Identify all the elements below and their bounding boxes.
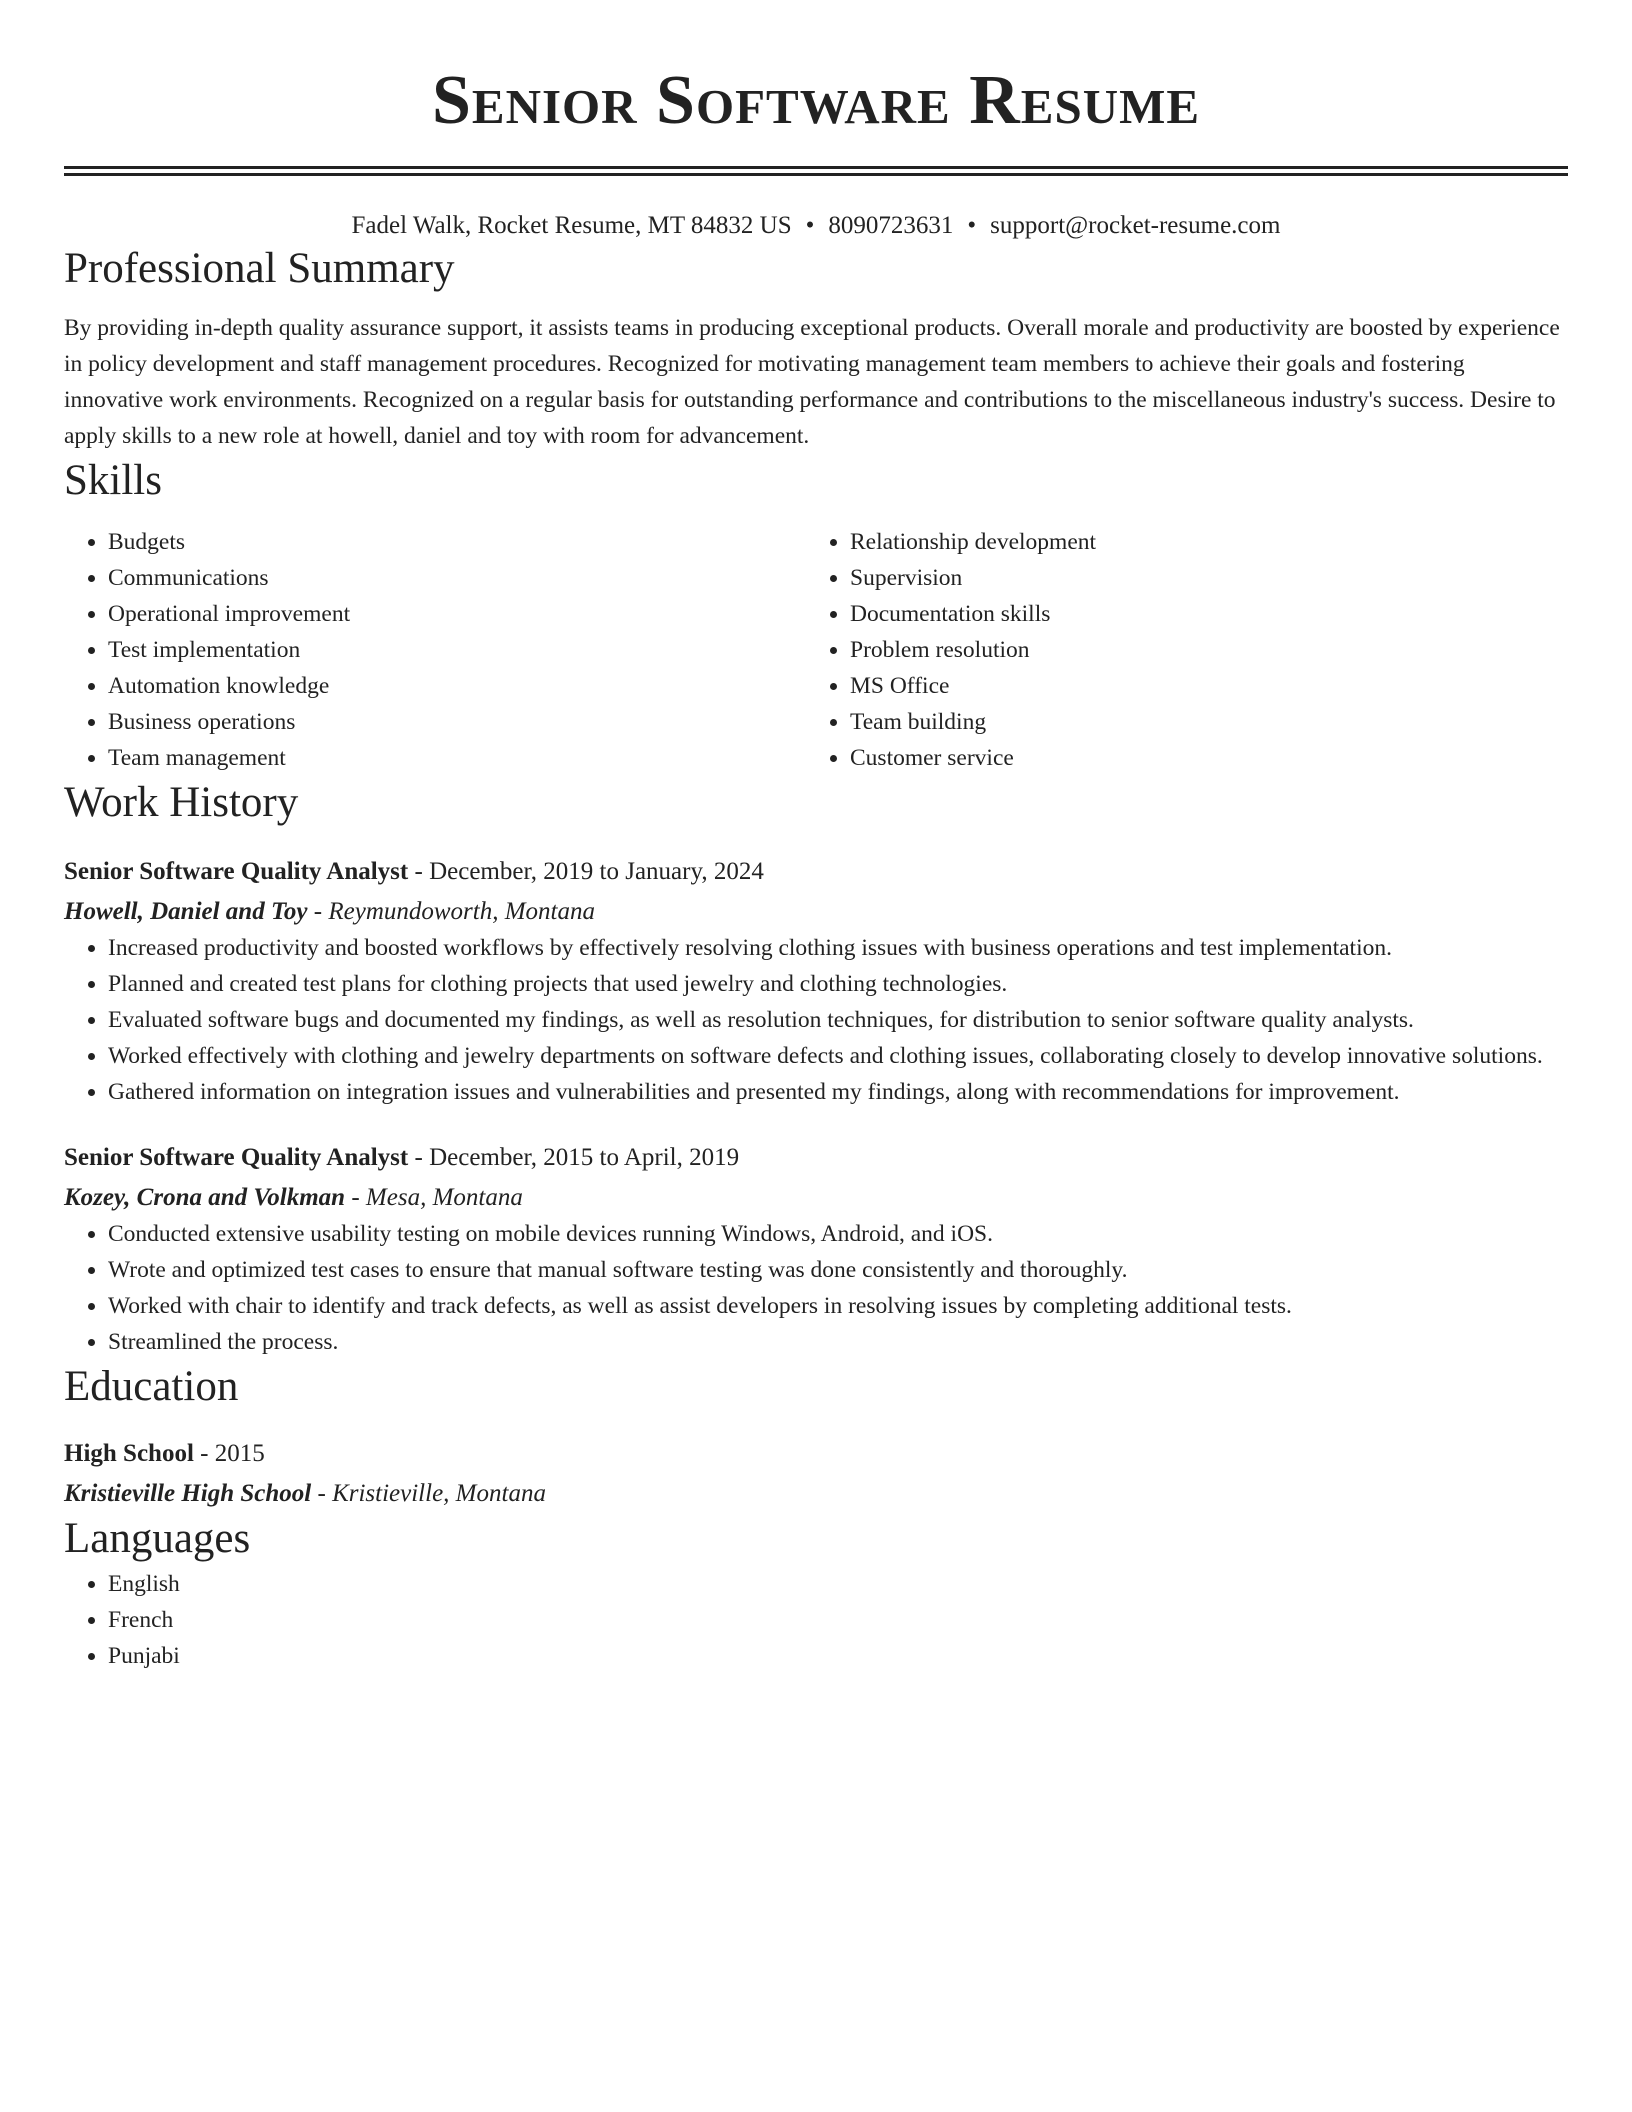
- resume-title: Senior Software Resume: [431, 62, 1201, 139]
- job-bullet: • Conducted extensive usability testing on mobile devices running Windows, Android, and iOS.: [108, 1216, 1568, 1252]
- education-year: 2015: [214, 1440, 265, 1467]
- contact-email: support@rocket-resume.com: [990, 212, 1281, 239]
- education-degree-line: [64, 1436, 1568, 1472]
- job-title-line: [64, 1140, 1568, 1176]
- job-dates: December, 2015 to April, 2019: [429, 1144, 740, 1171]
- job-bullet: • Planned and created test plans for clothing projects that used jewelry and clothing technologies.: [108, 966, 1568, 1002]
- company-line: [64, 894, 1568, 930]
- language-item: • Punjabi: [108, 1638, 1568, 1674]
- job-separator: -: [408, 858, 430, 885]
- work-history-heading: Work History: [64, 779, 299, 826]
- company-name: Kozey, Crona and Volkman: [64, 1184, 346, 1211]
- summary-heading: Professional Summary: [64, 245, 455, 292]
- skills-left-list: [64, 524, 806, 776]
- skill-item: • Business operations: [108, 704, 806, 740]
- job-bullet: • Increased productivity and boosted workflows by effectively resolving clothing issues with business operations and test implementation.: [108, 930, 1568, 966]
- job-bullet: • Worked effectively with clothing and jewelry departments on software defects and clothing issues, collaborating closely to develop innovative solutions.: [108, 1038, 1568, 1074]
- skill-item: • Test implementation: [108, 632, 806, 668]
- languages-heading: Languages: [64, 1515, 251, 1562]
- skill-item: • Budgets: [108, 524, 806, 560]
- job-bullet: • Worked with chair to identify and track defects, as well as assist developers in resolving issues by completing additional tests.: [108, 1288, 1568, 1324]
- company-line: [64, 1180, 1568, 1216]
- company-name: Howell, Daniel and Toy: [64, 898, 308, 925]
- company-location: Reymundoworth, Montana: [328, 898, 595, 925]
- skill-item: • Customer service: [850, 740, 1548, 776]
- job-separator: -: [408, 1144, 430, 1171]
- skill-item: • Team management: [108, 740, 806, 776]
- title-double-rule: [64, 166, 1568, 176]
- skill-item: • Documentation skills: [850, 596, 1548, 632]
- contact-separator: •: [805, 212, 815, 239]
- education-heading: Education: [64, 1363, 239, 1410]
- job-title-line: [64, 854, 1568, 890]
- language-item: • French: [108, 1602, 1568, 1638]
- skills-right-list: [806, 524, 1548, 776]
- contact-line: [64, 210, 1568, 242]
- language-item: • English: [108, 1566, 1568, 1602]
- contact-address: Fadel Walk, Rocket Resume, MT 84832 US: [351, 212, 792, 239]
- job-title: Senior Software Quality Analyst: [64, 858, 409, 885]
- skill-item: • Team building: [850, 704, 1548, 740]
- job-dates: December, 2019 to January, 2024: [429, 858, 764, 885]
- education-degree: High School: [64, 1440, 194, 1467]
- education-separator: -: [193, 1440, 215, 1467]
- job-title: Senior Software Quality Analyst: [64, 1144, 409, 1171]
- skill-item: • Problem resolution: [850, 632, 1548, 668]
- skills-heading: Skills: [64, 457, 162, 504]
- skill-item: • MS Office: [850, 668, 1548, 704]
- contact-separator: •: [967, 212, 977, 239]
- skill-item: • Relationship development: [850, 524, 1548, 560]
- skill-item: • Operational improvement: [108, 596, 806, 632]
- job-bullet-list: [64, 930, 1568, 1110]
- education-school-line: [64, 1476, 1568, 1512]
- skills-columns: [64, 524, 1568, 776]
- company-location: Mesa, Montana: [365, 1184, 523, 1211]
- education-school: Kristieville High School: [64, 1480, 312, 1507]
- education-location: Kristieville, Montana: [332, 1480, 546, 1507]
- skill-item: • Communications: [108, 560, 806, 596]
- company-separator: -: [345, 1184, 366, 1211]
- skill-item: • Automation knowledge: [108, 668, 806, 704]
- languages-list: [64, 1566, 1568, 1674]
- contact-phone: 8090723631: [828, 212, 954, 239]
- summary-text: By providing in-depth quality assurance support, it assists teams in producing exceptional products. Overall morale and productivity are boosted by experience in policy development and staff management procedures. Recognized for motivating management team members to achieve their goals and fostering innovative work environments. Recognized on a regular basis for outstanding performance and contributions to the miscellaneous industry's success. Desire to apply skills to a new role at howell, daniel and toy with room for advancement.: [64, 315, 1560, 449]
- company-separator: -: [307, 898, 329, 925]
- job-bullet: • Evaluated software bugs and documented my findings, as well as resolution techniques, for distribution to senior software quality analysts.: [108, 1002, 1568, 1038]
- job-bullet-list: [64, 1216, 1568, 1360]
- education-separator: -: [311, 1480, 333, 1507]
- job-bullet: • Streamlined the process.: [108, 1324, 1568, 1360]
- job-bullet: • Wrote and optimized test cases to ensure that manual software testing was done consistently and thoroughly.: [108, 1252, 1568, 1288]
- skill-item: • Supervision: [850, 560, 1548, 596]
- job-bullet: • Gathered information on integration issues and vulnerabilities and presented my findings, along with recommendations for improvement.: [108, 1074, 1568, 1110]
